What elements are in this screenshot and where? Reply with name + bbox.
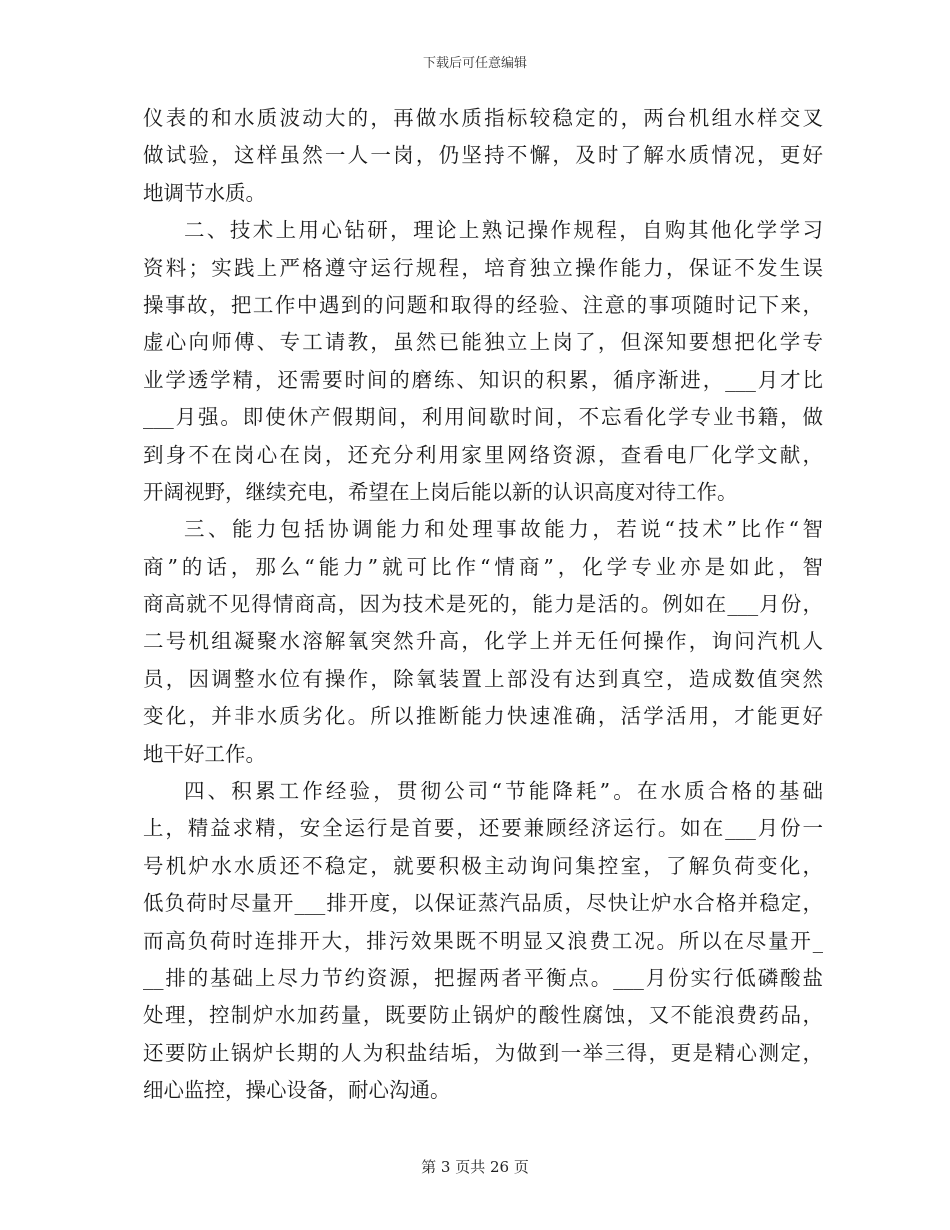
text-line: 低负荷时尽量开___排开度，以保证蒸汽品质，尽快让炉水合格并稳定， xyxy=(143,891,823,916)
text-line: 商”的话，那么“能力”就可比作“情商”，化学专业亦是如此，智 xyxy=(143,554,823,579)
text-line: 到身不在岗心在岗，还充分利用家里网络资源，查看电厂化学文献， xyxy=(143,442,823,467)
text-line: 地干好工作。 xyxy=(143,741,266,766)
text-line: 四、积累工作经验，贯彻公司“节能降耗”。在水质合格的基础 xyxy=(184,779,823,804)
text-line: 号机炉水水质还不稳定，就要积极主动询问集控室，了解负荷变化， xyxy=(143,853,823,878)
text-line: 业学透学精，还需要时间的磨练、知识的积累，循序渐进，___月才比 xyxy=(143,367,823,392)
text-line: 变化，并非水质劣化。所以推断能力快速准确，活学活用，才能更好 xyxy=(143,704,823,729)
text-line: 三、能力包括协调能力和处理事故能力，若说“技术”比作“智 xyxy=(184,517,823,542)
text-line: 地调节水质。 xyxy=(143,180,266,205)
text-line: 还要防止锅炉长期的人为积盐结垢，为做到一举三得，更是精心测定， xyxy=(143,1040,823,1065)
text-line: 处理，控制炉水加药量，既要防止锅炉的酸性腐蚀，又不能浪费药品， xyxy=(143,1003,823,1028)
text-line: 操事故，把工作中遇到的问题和取得的经验、注意的事项随时记下来， xyxy=(143,292,823,317)
text-line: ___月强。即使休产假期间，利用间歇时间，不忘看化学专业书籍，做 xyxy=(143,405,823,430)
text-line: 做试验，这样虽然一人一岗，仍坚持不懈，及时了解水质情况，更好 xyxy=(143,143,823,168)
text-line: 上，精益求精，安全运行是首要，还要兼顾经济运行。如在___月份一 xyxy=(143,816,823,841)
text-line: 而高负荷时连排开大，排污效果既不明显又浪费工况。所以在尽量开_ xyxy=(143,928,823,953)
page-header: 下载后可任意编辑 xyxy=(422,56,527,71)
text-line: 虚心向师傅、专工请教，虽然已能独立上岗了，但深知要想把化学专 xyxy=(143,330,823,355)
page-number: 第 3 页共 26 页 xyxy=(421,1158,529,1176)
text-line: 开阔视野，继续充电，希望在上岗后能以新的认识高度对待工作。 xyxy=(143,479,738,504)
text-line: 细心监控，操心设备，耐心沟通。 xyxy=(143,1078,451,1103)
text-line: 二、技术上用心钻研，理论上熟记操作规程，自购其他化学学习 xyxy=(184,218,823,243)
text-line: 二号机组凝聚水溶解氧突然升高，化学上并无任何操作，询问汽机人 xyxy=(143,629,823,654)
text-line: 资料；实践上严格遵守运行规程，培育独立操作能力，保证不发生误 xyxy=(143,255,823,280)
document-body xyxy=(143,100,823,1110)
text-line: 员，因调整水位有操作，除氧装置上部没有达到真空，造成数值突然 xyxy=(143,666,823,691)
text-line: __排的基础上尽力节约资源，把握两者平衡点。___月份实行低磷酸盐 xyxy=(143,965,823,990)
text-line: 仪表的和水质波动大的，再做水质指标较稳定的，两台机组水样交叉 xyxy=(143,106,823,130)
text-line: 商高就不见得情商高，因为技术是死的，能力是活的。例如在___月份， xyxy=(143,592,823,617)
